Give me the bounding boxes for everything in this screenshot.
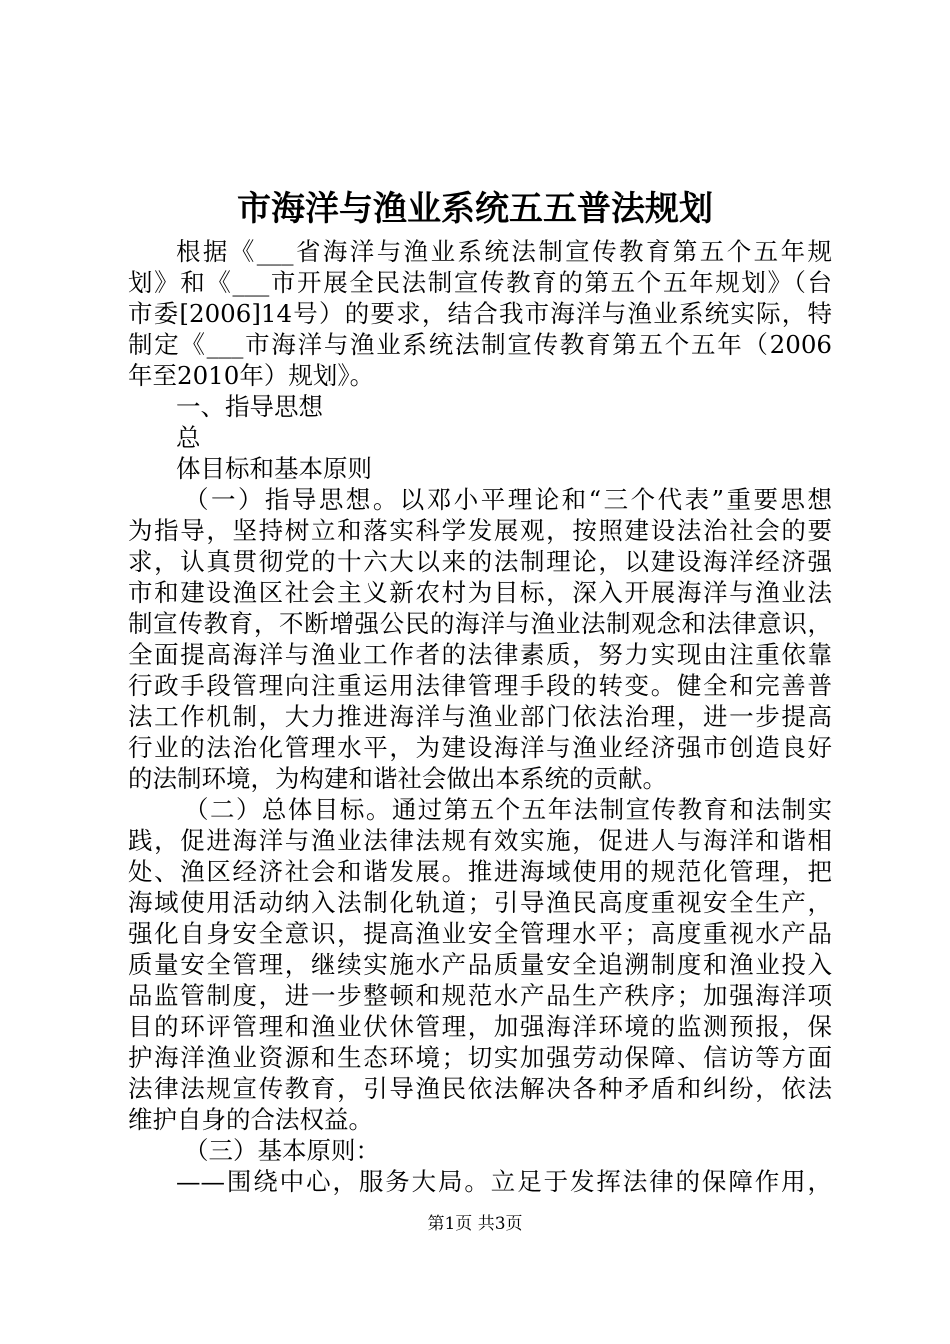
paragraph-line: 根据《___省海洋与渔业系统法制宣传教育第五个五年规 xyxy=(176,237,832,266)
paragraph-line: 市委[2006]14号）的要求，结合我市海洋与渔业系统实际，特 xyxy=(128,299,832,328)
paragraph-line: 全面提高海洋与渔业工作者的法律素质，努力实现由注重依靠 xyxy=(128,640,832,669)
paragraph-line: 品监管制度，进一步整顿和规范水产品生产秩序；加强海洋项 xyxy=(128,981,832,1010)
paragraph-line: 年至2010年）规划》。 xyxy=(128,361,375,390)
paragraph-line: ——围绕中心，服务大局。立足于发挥法律的保障作用， xyxy=(176,1167,832,1196)
document-body xyxy=(128,236,832,1197)
paragraph-line: 为指导，坚持树立和落实科学发展观，按照建设法治社会的要 xyxy=(128,516,832,545)
paragraph-line: 制宣传教育，不断增强公民的海洋与渔业法制观念和法律意识， xyxy=(128,609,832,638)
paragraph-line: 体目标和基本原则 xyxy=(176,454,372,483)
document-title: 市海洋与渔业系统五五普法规划 xyxy=(237,189,713,229)
paragraph-line: 行政手段管理向注重运用法律管理手段的转变。健全和完善普 xyxy=(128,671,832,700)
paragraph-line: 行业的法治化管理水平，为建设海洋与渔业经济强市创造良好 xyxy=(128,733,832,762)
paragraph-line: 处、渔区经济社会和谐发展。推进海域使用的规范化管理，把 xyxy=(128,857,832,886)
paragraph-line: 总 xyxy=(176,423,201,452)
paragraph-line: 的法制环境，为构建和谐社会做出本系统的贡献。 xyxy=(128,764,667,793)
paragraph-line: 质量安全管理，继续实施水产品质量安全追溯制度和渔业投入 xyxy=(128,950,832,979)
paragraph-line: 求，认真贯彻党的十六大以来的法制理论，以建设海洋经济强 xyxy=(128,547,832,576)
paragraph-line: 践，促进海洋与渔业法律法规有效实施，促进人与海洋和谐相 xyxy=(128,826,832,855)
paragraph-line: 海域使用活动纳入法制化轨道；引导渔民高度重视安全生产， xyxy=(128,888,832,917)
section-heading: 一、指导思想 xyxy=(176,392,323,421)
section-heading: （三）基本原则： xyxy=(184,1136,380,1165)
paragraph-line: （一）指导思想。以邓小平理论和“三个代表”重要思想 xyxy=(184,485,832,514)
page-footer: 第1页 共3页 xyxy=(427,1214,523,1234)
paragraph-line: 护海洋渔业资源和生态环境；切实加强劳动保障、信访等方面 xyxy=(128,1043,832,1072)
paragraph-line: 划》和《___市开展全民法制宣传教育的第五个五年规划》（台 xyxy=(128,268,832,297)
paragraph-line: 强化自身安全意识，提高渔业安全管理水平；高度重视水产品 xyxy=(128,919,832,948)
paragraph-line: 市和建设渔区社会主义新农村为目标，深入开展海洋与渔业法 xyxy=(128,578,832,607)
paragraph-line: 维护自身的合法权益。 xyxy=(128,1105,373,1134)
paragraph-line: 法律法规宣传教育，引导渔民依法解决各种矛盾和纠纷，依法 xyxy=(128,1074,832,1103)
paragraph-line: 制定《___市海洋与渔业系统法制宣传教育第五个五年（2006 xyxy=(128,330,832,359)
paragraph-line: 法工作机制，大力推进海洋与渔业部门依法治理，进一步提高 xyxy=(128,702,832,731)
paragraph-line: 目的环评管理和渔业伏休管理，加强海洋环境的监测预报，保 xyxy=(128,1012,832,1041)
paragraph-line: （二）总体目标。通过第五个五年法制宣传教育和法制实 xyxy=(184,795,832,824)
